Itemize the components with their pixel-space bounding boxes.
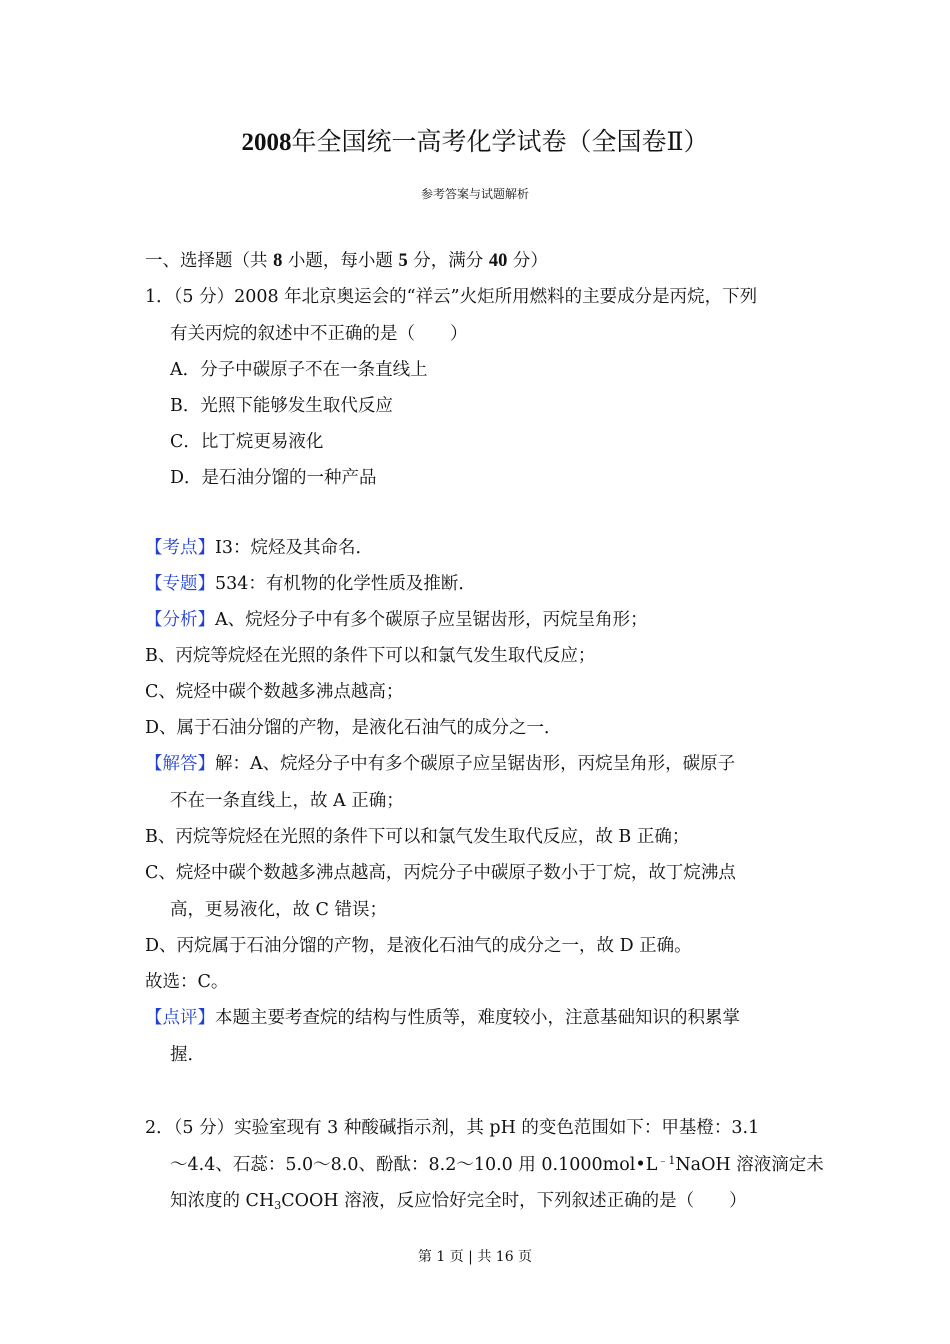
text-line — [145, 716, 562, 740]
section-label: 【点评】 — [145, 1008, 215, 1028]
text-segment: D．是石油分馏的一种产品 — [170, 468, 377, 488]
document-subtitle: 参考答案与试题解析 — [420, 187, 529, 201]
text-line — [170, 1189, 747, 1213]
text-segment: D、属于石油分馏的产物，是液化石油气的成分之一． — [145, 718, 562, 738]
text-segment: B．光照下能够发生取代反应 — [170, 396, 393, 416]
text-segment: 2．（5 分）实验室现有 3 种酸碱指示剂，其 pH 的变色范围如下：甲基橙：3.1 — [145, 1118, 760, 1138]
text-segment: 高，更易液化，故 C 错误； — [170, 900, 388, 920]
text-line — [170, 358, 428, 382]
text-line — [170, 466, 377, 490]
text-line — [145, 644, 595, 668]
text-segment: 一、选择题（共 — [145, 251, 274, 271]
text-line — [145, 572, 476, 596]
text-line — [145, 608, 648, 632]
text-segment: 40 — [488, 251, 508, 271]
text-line — [145, 285, 757, 309]
text-segment: NaOH 溶液滴定未 — [675, 1155, 824, 1175]
text-segment: 534：有机物的化学性质及推断． — [215, 574, 476, 594]
section-label: 【专题】 — [145, 574, 215, 594]
text-line — [145, 680, 403, 704]
text-line — [170, 1043, 205, 1067]
text-segment: B、丙烷等烷烃在光照的条件下可以和氯气发生取代反应，故 B 正确； — [145, 827, 690, 847]
text-segment: 本题主要考查烷的结构与性质等，难度较小，注意基础知识的积累掌 — [215, 1008, 740, 1028]
text-segment: ～4.4、石蕊：5.0～8.0、酚酞：8.2～10.0 用 0.1000mol•L — [170, 1155, 658, 1175]
text-line — [145, 536, 373, 560]
text-segment: 5 — [398, 251, 408, 271]
text-segment: C、烷烃中碳个数越多沸点越高； — [145, 682, 404, 702]
text-segment: B、丙烷等烷烃在光照的条件下可以和氯气发生取代反应； — [145, 646, 596, 666]
section-label: 【考点】 — [145, 538, 215, 558]
text-segment: C．比丁烷更易液化 — [170, 432, 324, 452]
text-segment: 3 — [274, 1199, 282, 1212]
text-segment: 有关丙烷的叙述中不正确的是（ ） — [170, 324, 468, 344]
text-segment: 解：A、烷烃分子中有多个碳原子应呈锯齿形，丙烷呈角形，碳原子 — [215, 754, 736, 774]
text-segment: D、丙烷属于石油分馏的产物，是液化石油气的成分之一，故 D 正确。 — [145, 936, 692, 956]
text-segment: 小题，每小题 — [282, 251, 399, 271]
section-label: 【解答】 — [145, 754, 215, 774]
text-line — [145, 970, 228, 994]
text-segment: ﹣1 — [657, 1154, 676, 1167]
text-line — [145, 825, 689, 849]
text-line — [170, 1153, 824, 1177]
title-text: 年全国统一高考化学试卷（全国卷Ⅱ） — [291, 127, 709, 156]
text-segment: 知浓度的 CH — [170, 1191, 275, 1211]
section-label: 【分析】 — [145, 610, 215, 630]
text-line — [145, 1116, 759, 1140]
text-segment: I3：烷烃及其命名． — [215, 538, 374, 558]
page-footer: 第 1 页 | 共 16 页 — [417, 1249, 533, 1265]
text-segment: A、烷烃分子中有多个碳原子应呈锯齿形，丙烷呈角形； — [215, 610, 648, 630]
document-title — [0, 122, 950, 158]
text-line — [145, 752, 735, 776]
text-line — [170, 322, 468, 346]
text-line — [170, 394, 393, 418]
text-line — [145, 1006, 740, 1030]
text-segment: 8 — [273, 251, 283, 271]
text-segment: 握． — [170, 1045, 205, 1065]
title-year: 2008 — [241, 129, 292, 156]
text-segment: 不在一条直线上，故 A 正确； — [170, 791, 404, 811]
text-segment: COOH 溶液，反应恰好完全时，下列叙述正确的是（ ） — [281, 1191, 747, 1211]
text-segment: 分） — [507, 251, 548, 271]
text-line — [170, 430, 323, 454]
text-line — [145, 861, 736, 885]
text-segment: A．分子中碳原子不在一条直线上 — [170, 360, 428, 380]
text-segment: 1．（5 分）2008 年北京奥运会的“祥云”火炬所用燃料的主要成分是丙烷，下列 — [145, 287, 758, 307]
text-line — [145, 249, 548, 273]
text-segment: 分，满分 — [407, 251, 489, 271]
text-segment: C、烷烃中碳个数越多沸点越高，丙烷分子中碳原子数小于丁烷，故丁烷沸点 — [145, 863, 736, 883]
text-line — [145, 934, 692, 958]
text-line — [170, 898, 387, 922]
text-segment: 故选：C。 — [145, 972, 229, 992]
text-line — [170, 789, 404, 813]
